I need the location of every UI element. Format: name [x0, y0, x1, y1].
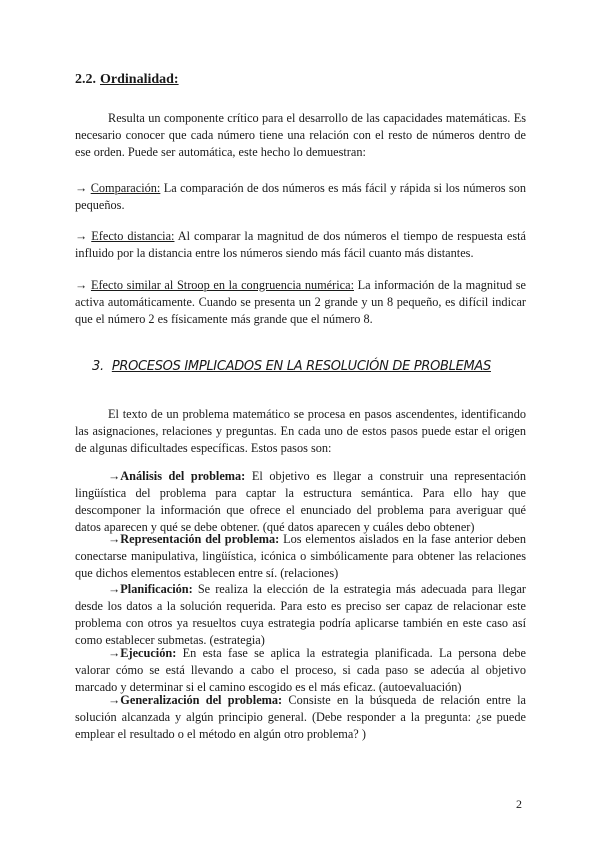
step-generalizacion	[75, 692, 526, 743]
step-label: Ejecución:	[120, 646, 177, 660]
section-title: Ordinalidad:	[100, 72, 179, 87]
section-number: 2.2.	[75, 72, 96, 87]
section-heading-procesos	[92, 359, 491, 374]
arrow-icon: →	[108, 469, 121, 483]
procesos-intro: El texto de un problema matemático se procesa en pasos ascendentes, identificando las asignaciones, relaciones y preguntas. En cada uno de estos pasos puede estar el origen de algunas dificultades específicas. Estos pasos son:	[75, 407, 526, 455]
arrow-icon: →	[108, 646, 121, 660]
arrow-icon: →	[75, 278, 88, 292]
item-text: La información de la magnitud se activa automáticamente. Cuando se presenta un 2 grande y un 8 pequeño, es difícil indicar que el número 2 es físicamente más grande que el número 8.	[75, 278, 526, 326]
page-number: 2	[516, 797, 522, 811]
list-item-comparacion	[75, 180, 526, 214]
list-item-efecto-distancia	[75, 228, 526, 262]
step-representacion	[75, 531, 526, 582]
step-ejecucion	[75, 645, 526, 696]
item-label: Comparación:	[90, 181, 161, 195]
arrow-icon: →	[75, 181, 88, 195]
arrow-icon: →	[108, 693, 121, 707]
section-title: PROCESOS IMPLICADOS EN LA RESOLUCIÓN DE PROBLEMAS	[111, 359, 491, 374]
step-label: Generalización del problema:	[120, 693, 283, 707]
step-text: El objetivo es llegar a construir una representación lingüística del problema para captar la estructura semántica. Para ello hay que descomponer la información que ofrece el enunciado del problema para averiguar qué datos aparecen y qué se debe obtener. (qué datos aparecen y cuáles debo obtener)	[75, 469, 526, 534]
arrow-icon: →	[108, 532, 121, 546]
step-text: Consiste en la búsqueda de relación entre la solución alcanzada y algún principio general. (Debe responder a la pregunta: ¿se puede emplear el resultado o el método en algún otro problema? )	[75, 693, 526, 741]
section-heading-ordinalidad	[75, 72, 179, 88]
step-label: Análisis del problema:	[120, 469, 246, 483]
step-text: Los elementos aislados en la fase anterior deben conectarse manipulativa, lingüística, icónica o simbólicamente para obtener las relaciones que dichos elementos establecen entre sí. (relaciones)	[75, 532, 526, 580]
step-text: En esta fase se aplica la estrategia planificada. La persona debe valorar cómo se está llevando a cabo el proceso, si cada paso se adecúa al objetivo marcado y determinar si el camino escogido es el más eficaz. (autoevaluación)	[75, 646, 526, 694]
step-label: Representación del problema:	[120, 532, 280, 546]
arrow-icon: →	[75, 229, 88, 243]
step-planificacion	[75, 581, 526, 649]
section-number: 3.	[92, 359, 104, 374]
step-analisis	[75, 468, 526, 536]
item-text: Al comparar la magnitud de dos números el tiempo de respuesta está influido por la distancia entre los números siendo más fácil cuanto más distantes.	[75, 229, 526, 260]
item-label: Efecto similar al Stroop en la congruencia numérica:	[90, 278, 354, 292]
arrow-icon: →	[108, 582, 121, 596]
item-text: La comparación de dos números es más fácil y rápida si los números son pequeños.	[75, 181, 526, 212]
step-label: Planificación:	[120, 582, 193, 596]
ordinalidad-intro: Resulta un componente crítico para el desarrollo de las capacidades matemáticas. Es necesario conocer que cada número tiene una relación con el resto de números dentro de ese orden. Puede ser automática, este hecho lo demuestran:	[75, 111, 526, 159]
item-label: Efecto distancia:	[91, 229, 175, 243]
step-text: Se realiza la elección de la estrategia más adecuada para llegar desde los datos a la solución requerida. Para esto es preciso ser capaz de relacionar este problema con otros ya resueltos cuya estrategia podría aplicarse también en este caso así como establecer submetas. (estrategia)	[75, 582, 526, 647]
list-item-efecto-stroop	[75, 277, 526, 328]
